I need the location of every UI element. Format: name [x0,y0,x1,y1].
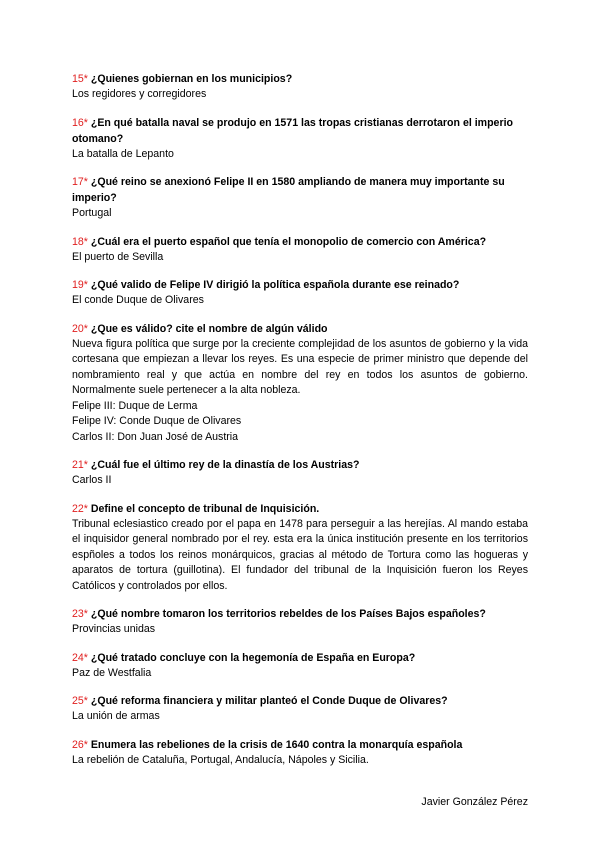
answer-line: Los regidores y corregidores [72,88,207,100]
question [72,606,528,622]
qa-item [72,737,528,769]
question-number: 24* [72,651,88,664]
question [72,650,528,666]
question [72,321,528,337]
answer-line: Portugal [72,207,112,219]
question-number: 23* [72,608,88,620]
question [72,234,528,250]
question-text: ¿Qué tratado concluye con la hegemonía de España en Europa? [90,651,416,664]
question-number: 17* [72,176,88,188]
qa-item [72,693,528,725]
question [72,737,528,753]
question [72,71,528,87]
question-text: ¿Qué reforma financiera y militar planteó el Conde Duque de Olivares? [90,695,448,707]
question-number: 16* [72,116,88,129]
answer-line: Carlos II: Don Juan José de Austria [72,430,239,443]
question [72,115,528,147]
answer-line: Carlos II [72,474,112,486]
answer-line: Paz de Westfalia [72,666,152,679]
qa-item [72,115,528,163]
answer-line: El conde Duque de Olivares [72,294,204,306]
question-number: 21* [72,459,88,471]
answer-line: Felipe III: Duque de Lerma [72,399,198,412]
qa-item [72,321,528,446]
question-text: ¿Cuál era el puerto español que tenía el monopolio de comercio con América? [90,235,487,248]
question-number: 20* [72,322,88,335]
question-text: ¿Quienes gobiernan en los municipios? [90,73,293,85]
answer-line: La unión de armas [72,710,160,722]
answer-line: Provincias unidas [72,623,156,635]
question [72,174,528,206]
question-text: ¿Cuál fue el último rey de la dinastía de los Austrias? [90,459,360,471]
footer-author: Javier González Pérez [421,796,528,808]
qa-item [72,277,528,309]
answer-paragraph: Nueva figura política que surge por la creciente complejidad de los asuntos de gobierno y la vida cortesana que empiezan a llevar los reyes. Es una especie de primer ministro que depende del nombramiento real y que actúa en nombre del rey en todos los asuntos de gobierno. Normalmente suele pertenecer a la alta nobleza. [72,337,528,396]
question-text: ¿Qué valido de Felipe IV dirigió la política española durante ese reinado? [90,279,460,291]
question-number: 18* [72,235,88,248]
qa-item [72,234,528,266]
qa-item [72,501,528,595]
qa-item [72,174,528,222]
qa-item [72,606,528,638]
answer-line: La rebelión de Cataluña, Portugal, Andalucía, Nápoles y Sicilia. [72,753,369,766]
question [72,693,528,709]
answer-paragraph: Tribunal eclesiastico creado por el papa en 1478 para perseguir a las herejías. Al mando estaba el inquisidor general nombrado por el rey. esta era la única institución presente en los territorios espñoles a todos los reinos monárquicos, gracias al método de Tortura como las hogueras y aparatos de tortura (guillotina). El fundador del tribunal de la Inquisición fueron los Reyes Católicos y controlados por ellos. [72,517,528,592]
qa-item [72,71,528,103]
answer-line: La batalla de Lepanto [72,147,174,160]
question-text: Enumera las rebeliones de la crisis de 1640 contra la monarquía española [90,738,463,751]
question [72,277,528,293]
question-text: ¿Qué nombre tomaron los territorios rebeldes de los Países Bajos españoles? [90,608,486,620]
qa-item [72,650,528,682]
question-text: ¿En qué batalla naval se produjo en 1571 las tropas cristianas derrotaron el imperio otomano? [72,116,513,145]
question-number: 15* [72,73,88,85]
question-text: Define el concepto de tribunal de Inquisición. [90,502,320,515]
question-number: 19* [72,279,88,291]
qa-item [72,457,528,489]
document-body [72,71,528,780]
question-number: 26* [72,738,88,751]
answer-line: Felipe IV: Conde Duque de Olivares [72,415,242,427]
question-number: 25* [72,695,88,707]
answer-line: El puerto de Sevilla [72,250,164,263]
question [72,457,528,473]
question [72,501,528,517]
question-text: ¿Que es válido? cite el nombre de algún válido [90,322,328,335]
question-text: ¿Qué reino se anexionó Felipe II en 1580 ampliando de manera muy importante su imperio? [72,176,505,204]
question-number: 22* [72,502,88,515]
